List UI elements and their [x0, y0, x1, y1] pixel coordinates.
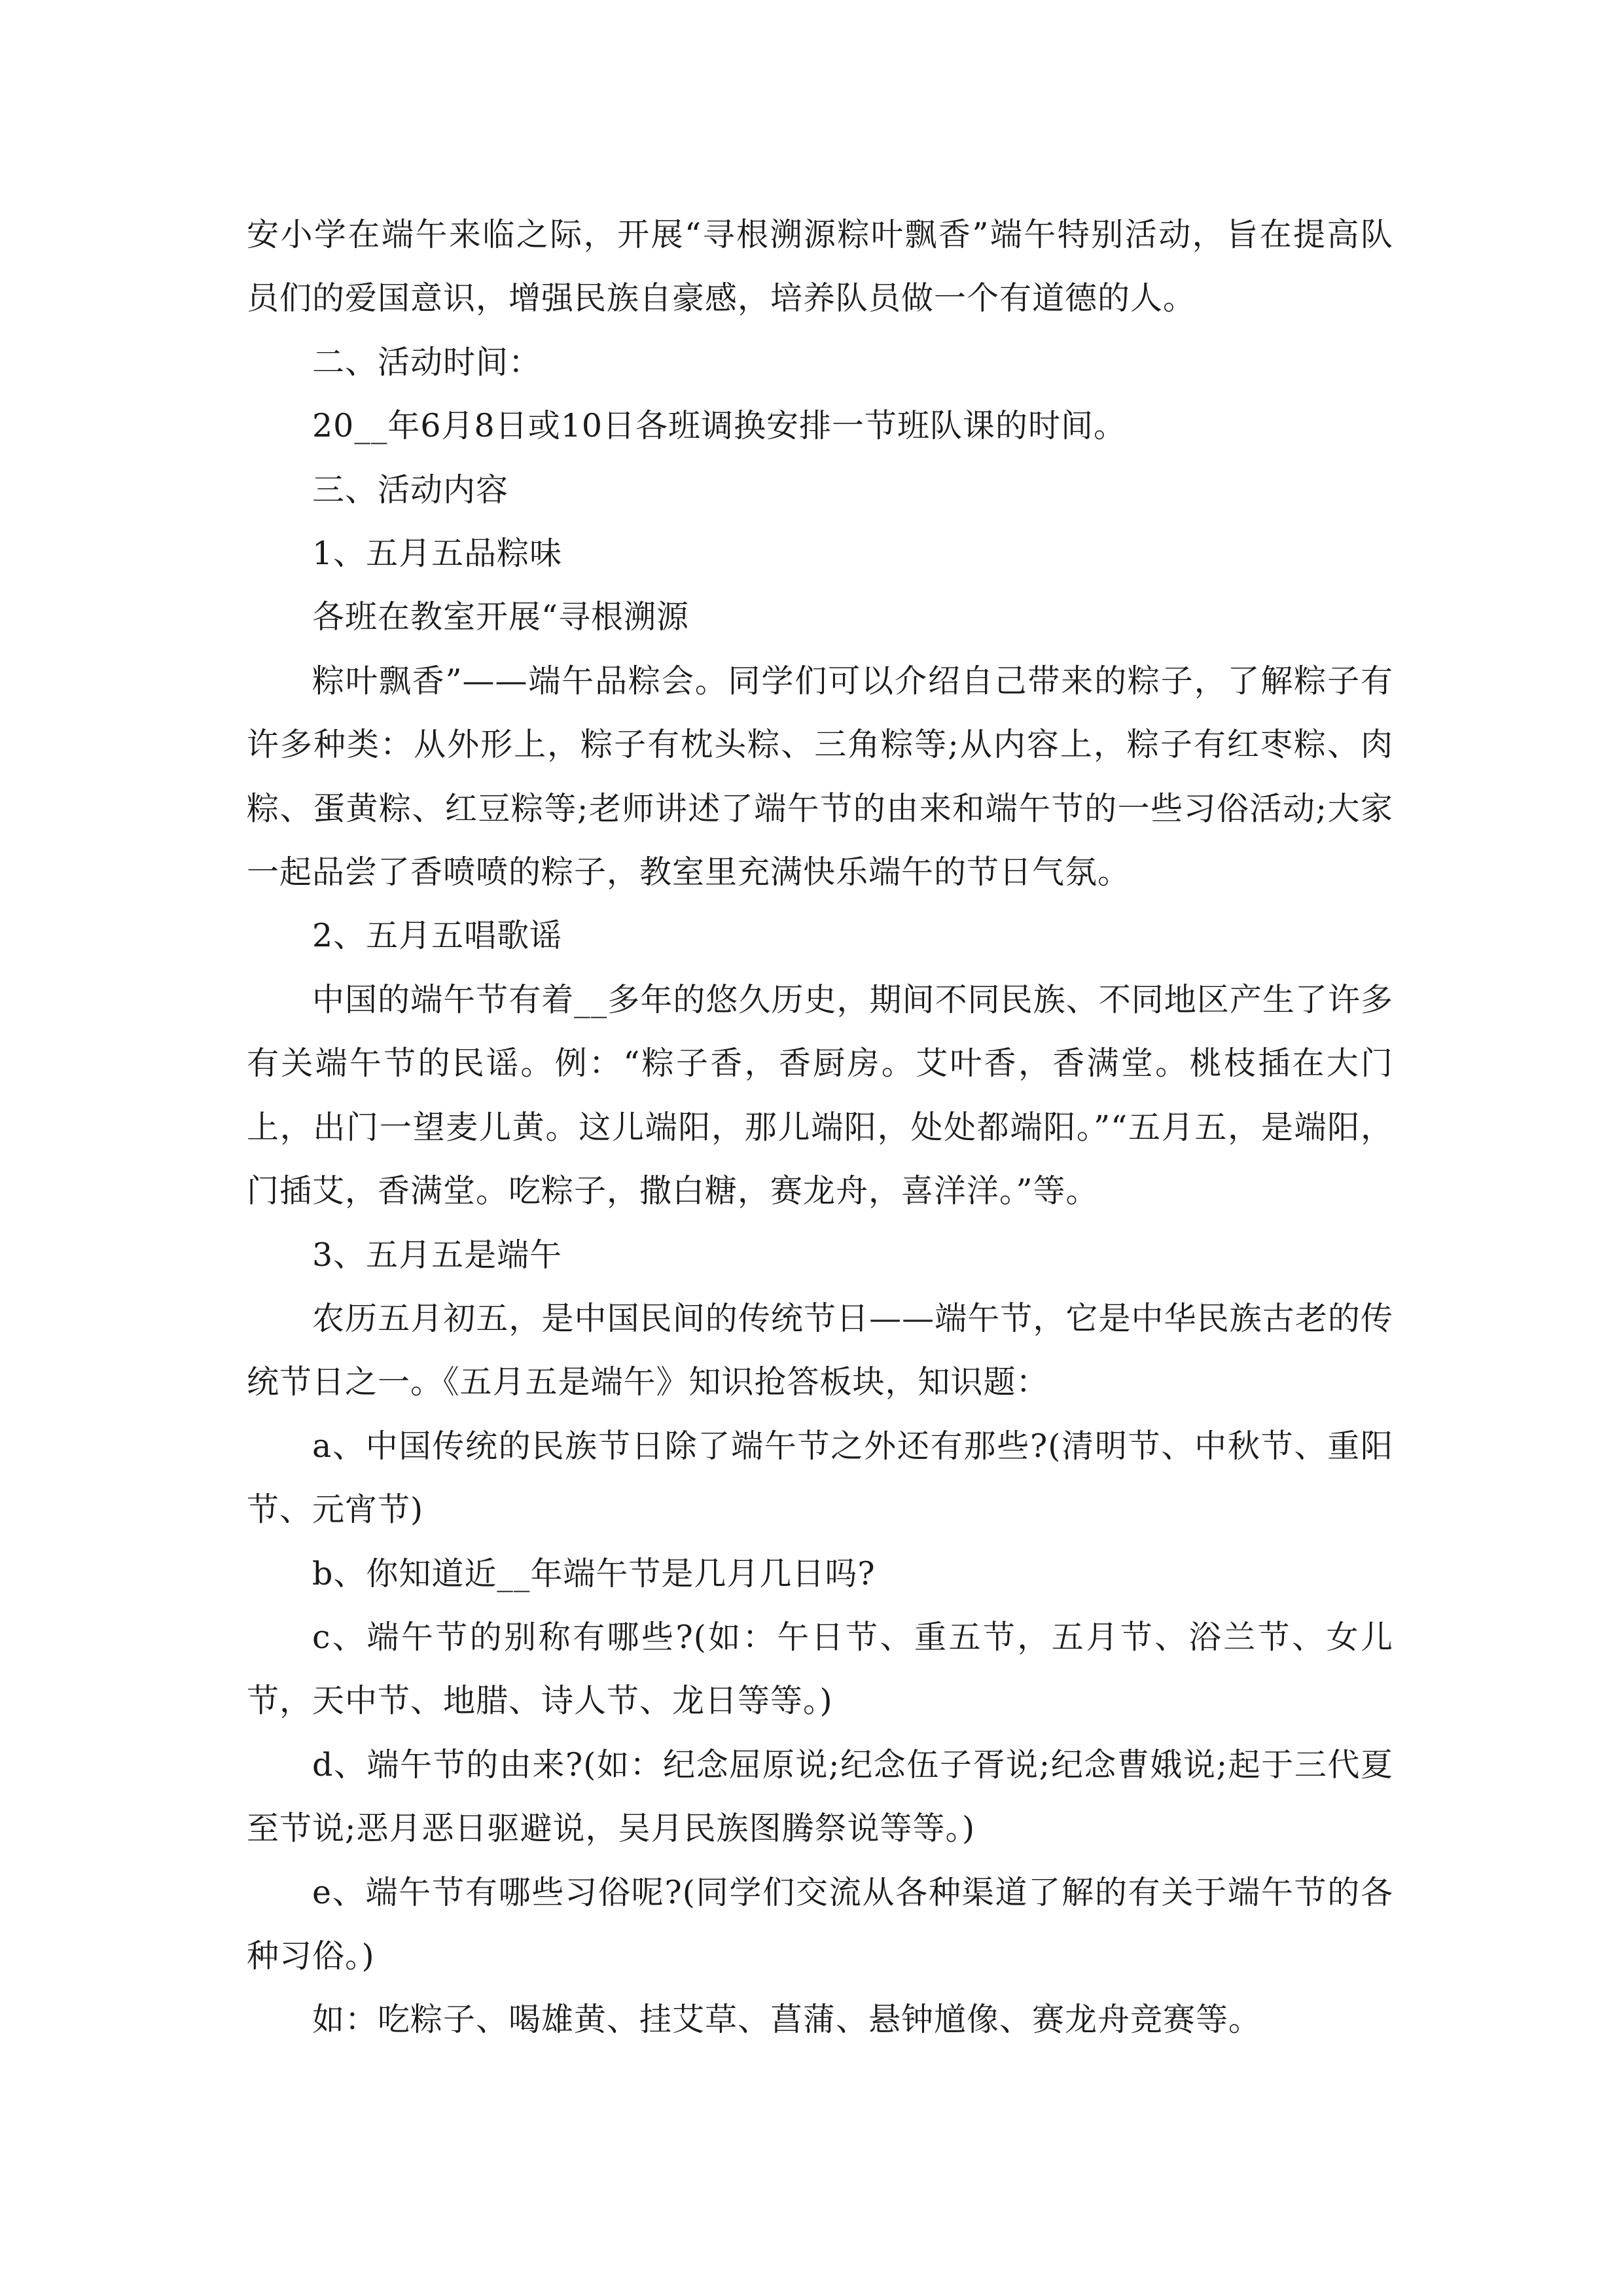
- paragraph-6: 各班在教室开展“寻根溯源: [312, 598, 690, 636]
- paragraph-13: b、你知道近__年端午节是几月几日吗?: [312, 1554, 876, 1592]
- paragraph-16: e、端午节有哪些习俗呢?(同学们交流从各种渠道了解的有关于端午节的各种习俗。): [247, 1873, 1393, 1975]
- paragraph-8: 2、五月五唱歌谣: [312, 917, 563, 955]
- paragraph-15: d、端午节的由来?(如：纪念屈原说;纪念伍子胥说;纪念曹娥说;起于三代夏至节说;恶月恶日驱避说，吴月民族图腾祭说等等。): [247, 1746, 1393, 1848]
- document-body: [247, 203, 1393, 2052]
- paragraph-5: 1、五月五品粽味: [312, 535, 563, 573]
- paragraph-11: 农历五月初五，是中国民间的传统节日——端午节，它是中华民族古老的传统节日之一。《五月五是端午》知识抢答板块，知识题：: [247, 1299, 1393, 1401]
- paragraph-3: 20__年6月8日或10日各班调换安排一节班队课的时间。: [312, 407, 1127, 445]
- paragraph-9: 中国的端午节有着__多年的悠久历史，期间不同民族、不同地区产生了许多有关端午节的民谣。例：“粽子香，香厨房。艾叶香，香满堂。桃枝插在大门上，出门一望麦儿黄。这儿端阳，那儿端阳，处处都端阳。”“五月五，是端阳，门插艾，香满堂。吃粽子，撒白糖，赛龙舟，喜洋洋。”等。: [247, 980, 1393, 1210]
- paragraph-2: 二、活动时间：: [312, 343, 542, 381]
- paragraph-12: a、中国传统的民族节日除了端午节之外还有那些?(清明节、中秋节、重阳节、元宵节): [247, 1427, 1393, 1529]
- paragraph-7: 粽叶飘香”——端午品粽会。同学们可以介绍自己带来的粽子，了解粽子有许多种类：从外形上，粽子有枕头粽、三角粽等;从内容上，粽子有红枣粽、肉粽、蛋黄粽、红豆粽等;老师讲述了端午节的由来和端午节的一些习俗活动;大家一起品尝了香喷喷的粽子，教室里充满快乐端午的节日气氛。: [247, 662, 1393, 891]
- paragraph-14: c、端午节的别称有哪些?(如：午日节、重五节，五月节、浴兰节、女儿节，天中节、地腊、诗人节、龙日等等。): [247, 1618, 1393, 1720]
- paragraph-4: 三、活动内容: [312, 471, 509, 509]
- paragraph-1: 安小学在端午来临之际，开展“寻根溯源粽叶飘香”端午特别活动，旨在提高队员们的爱国意识，增强民族自豪感，培养队员做一个有道德的人。: [247, 216, 1393, 317]
- paragraph-10: 3、五月五是端午: [312, 1236, 563, 1274]
- paragraph-17: 如：吃粽子、喝雄黄、挂艾草、菖蒲、悬钟馗像、赛龙舟竞赛等。: [312, 2001, 1262, 2039]
